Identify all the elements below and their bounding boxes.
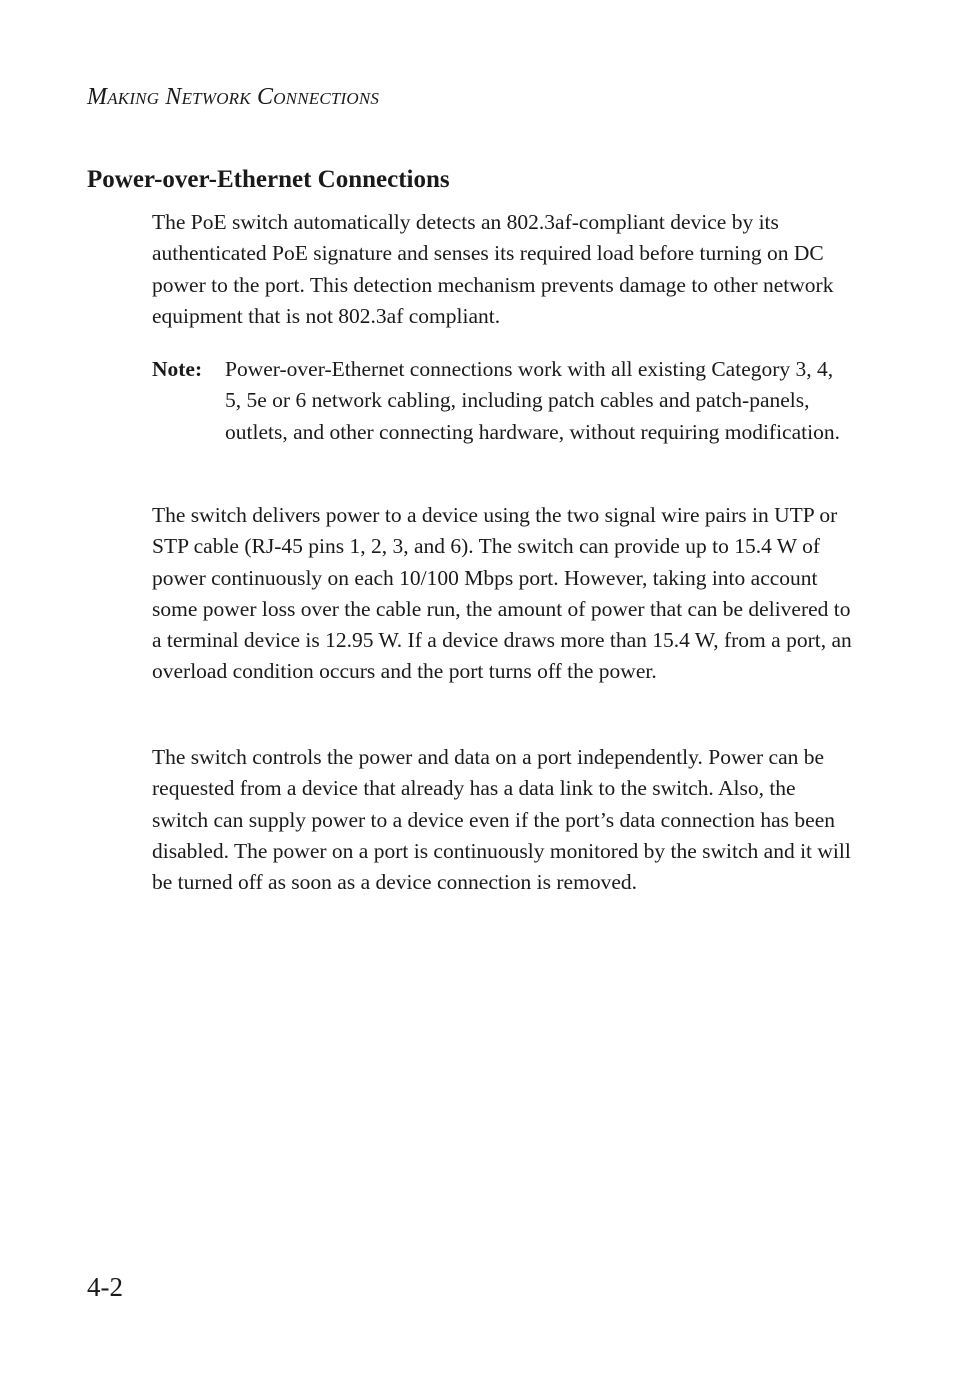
note-label: Note: bbox=[152, 357, 203, 381]
paragraph-power-delivery: The switch delivers power to a device using the two signal wire pairs in UTP or STP cable (RJ-45 pins 1, 2, 3, and 6). The switch can provide up to 15.4 W of power continuously on each 10/100 Mbps port. However, taking into account some power loss over the cable run, the amount of power that can be delivered to a terminal device is 12.95 W. If a device draws more than 15.4 W, from a port, an overload condition occurs and the port turns off the power. bbox=[152, 503, 852, 684]
paragraph-poe-detection: The PoE switch automatically detects an 802.3af-compliant device by its authenticated PoE signature and senses its required load before turning on DC power to the port. This detection mechanism prevents damage to other network equipment that is not 802.3af compliant. bbox=[152, 210, 834, 328]
note-block bbox=[152, 354, 852, 448]
paragraph-power-control: The switch controls the power and data on a port independently. Power can be requested from a device that already has a data link to the switch. Also, the switch can supply power to a device even if the port’s data connection has been disabled. The power on a port is continuously monitored by the switch and it will be turned off as soon as a device connection is removed. bbox=[152, 745, 851, 895]
running-header: Making Network Connections bbox=[87, 84, 380, 110]
note-text: Power-over-Ethernet connections work with all existing Category 3, 4, 5, 5e or 6 network cabling, including patch cables and patch-panels, outlets, and other connecting hardware, without requiring modification. bbox=[225, 357, 840, 444]
section-title: Power-over-Ethernet Connections bbox=[87, 166, 450, 193]
page-number: 4-2 bbox=[87, 1272, 123, 1302]
